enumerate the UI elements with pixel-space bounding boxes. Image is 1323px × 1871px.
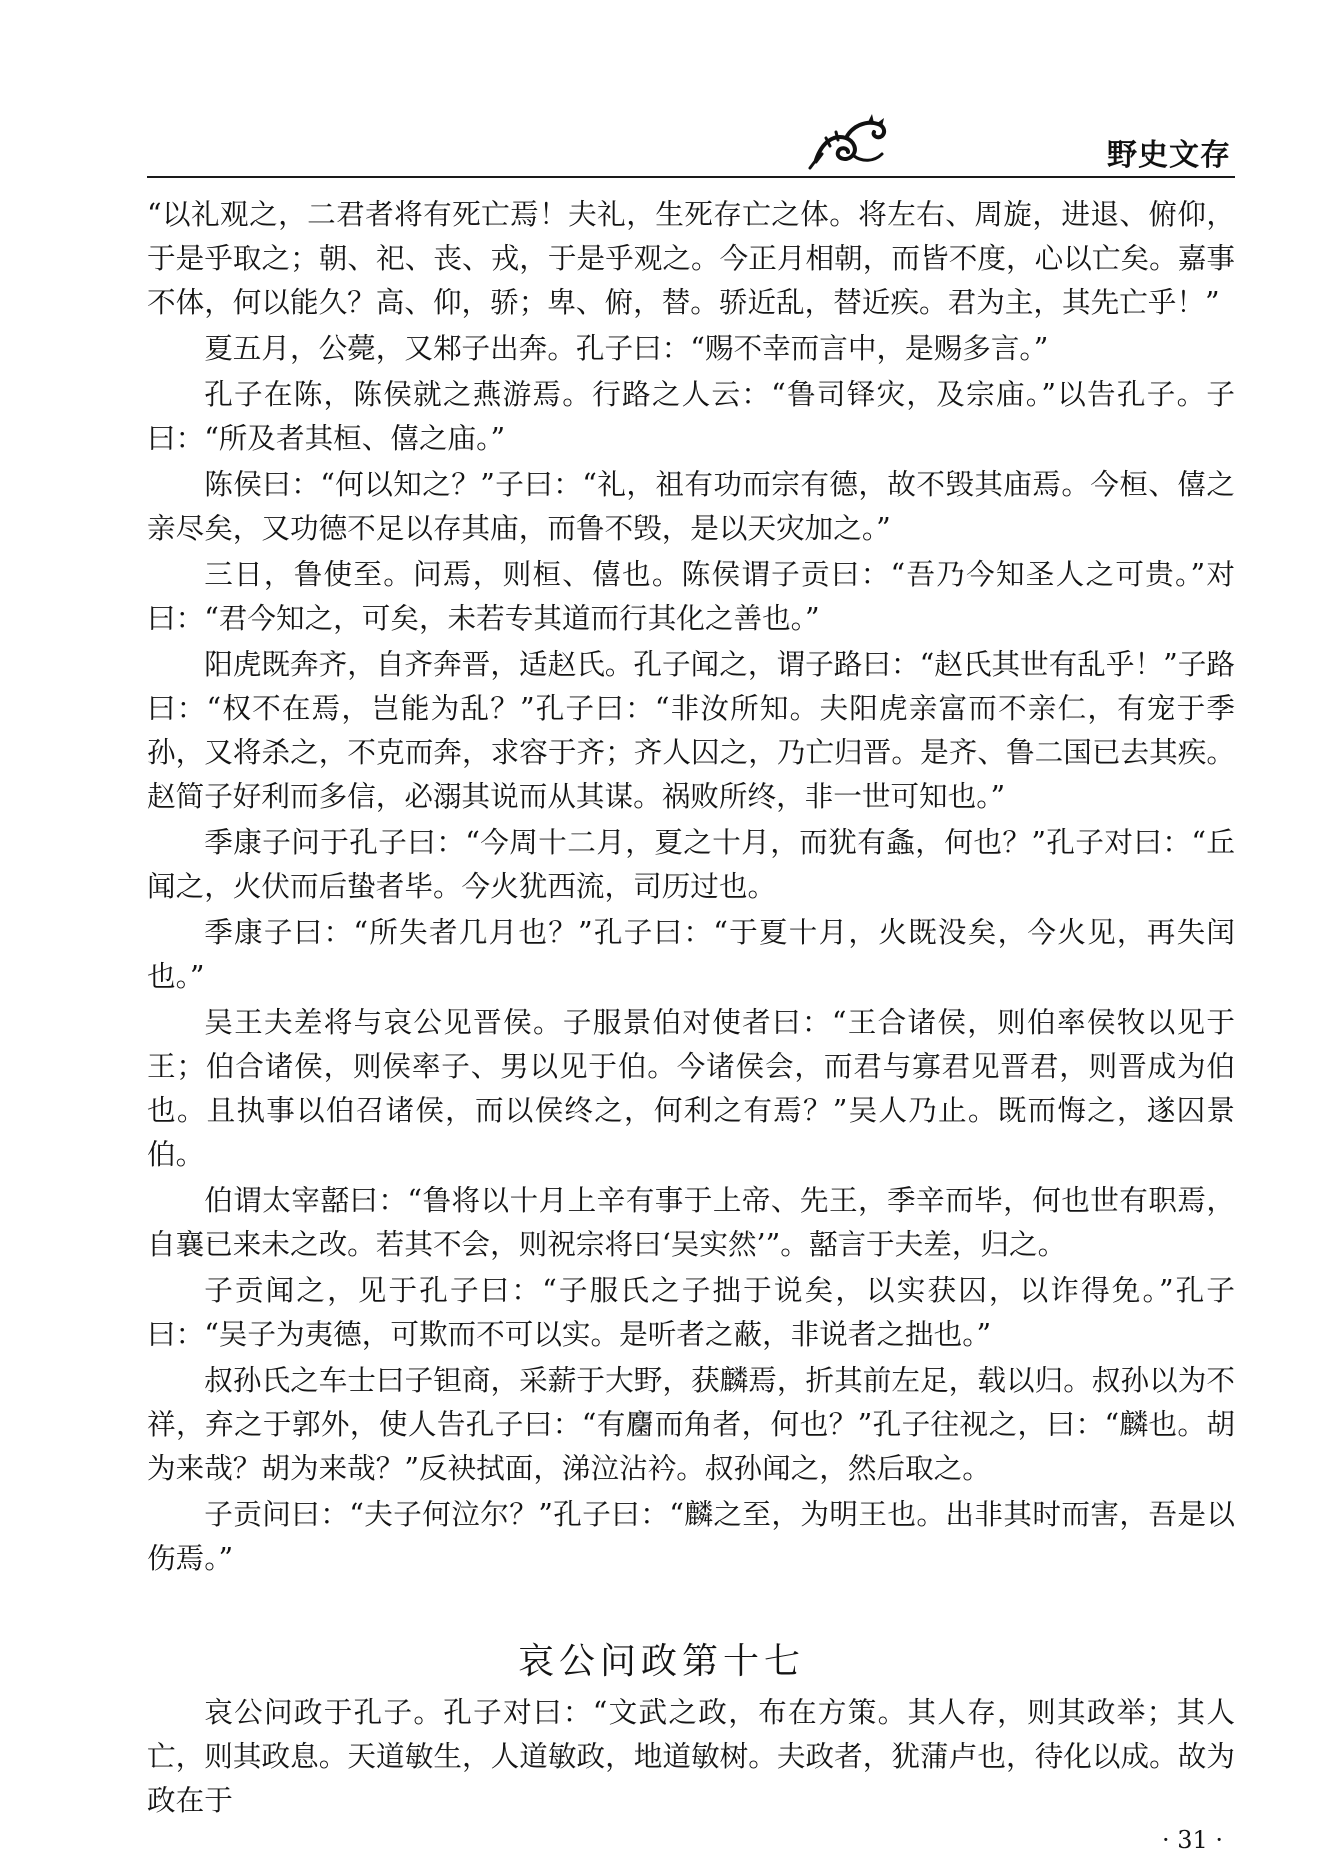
paragraph: 三日，鲁使至。问焉，则桓、僖也。陈侯谓子贡曰：“吾乃今知圣人之可贵。”对曰：“君今知之，可矣，未若专其道而行其化之善也。” xyxy=(147,557,1235,635)
running-header-title: 野史文存 xyxy=(1107,138,1231,173)
paragraph: 陈侯曰：“何以知之？”子曰：“礼，祖有功而宗有德，故不毁其庙焉。今桓、僖之亲尽矣，又功德不足以存其庙，而鲁不毁，是以天灾加之。” xyxy=(147,467,1235,545)
paragraph: 季康子曰：“所失者几月也？”孔子曰：“于夏十月，火既没矣，今火见，再失闰也。” xyxy=(147,915,1235,993)
paragraph: 阳虎既奔齐，自齐奔晋，适赵氏。孔子闻之，谓子路曰：“赵氏其世有乱乎！”子路曰：“权不在焉，岂能为乱？”孔子曰：“非汝所知。夫阳虎亲富而不亲仁，有宠于季孙，又将杀之，不克而奔，求容于齐；齐人囚之，乃亡归晋。是齐、鲁二国已去其疾。赵简子好利而多信，必溺其说而从其谋。祸败所终，非一世可知也。” xyxy=(147,647,1235,813)
dragon-emblem-icon xyxy=(808,112,890,172)
paragraph: 哀公问政于孔子。孔子对曰：“文武之政，布在方策。其人存，则其政举；其人亡，则其政息。天道敏生，人道敏政，地道敏树。夫政者，犹蒲卢也，待化以成。故为政在于 xyxy=(147,1695,1235,1817)
paragraph: 季康子问于孔子曰：“今周十二月，夏之十月，而犹有螽，何也？”孔子对曰：“丘闻之，火伏而后蛰者毕。今火犹西流，司历过也。 xyxy=(147,825,1235,903)
page-number: · 31 · xyxy=(1161,1826,1223,1854)
paragraph: “以礼观之，二君者将有死亡焉！夫礼，生死存亡之体。将左右、周旋，进退、俯仰，于是乎取之；朝、祀、丧、戎，于是乎观之。今正月相朝，而皆不度，心以亡矣。嘉事不体，何以能久？高、仰，骄；卑、俯，替。骄近乱，替近疾。君为主，其先亡乎！” xyxy=(147,197,1235,319)
paragraph: 夏五月，公薨，又邾子出奔。孔子曰：“赐不幸而言中，是赐多言。” xyxy=(204,331,1049,365)
paragraph: 孔子在陈，陈侯就之燕游焉。行路之人云：“鲁司铎灾，及宗庙。”以告孔子。子曰：“所及者其桓、僖之庙。” xyxy=(147,377,1235,455)
paragraph: 叔孙氏之车士曰子钽商，采薪于大野，获麟焉，折其前左足，载以归。叔孙以为不祥，弃之于郭外，使人告孔子曰：“有麕而角者，何也？”孔子往视之，曰：“麟也。胡为来哉？胡为来哉？”反袂拭面，涕泣沾衿。叔孙闻之，然后取之。 xyxy=(147,1363,1235,1485)
paragraph: 伯谓太宰嚭曰：“鲁将以十月上辛有事于上帝、先王，季辛而毕，何也世有职焉，自襄已来未之改。若其不会，则祝宗将曰‘吴实然’”。嚭言于夫差，归之。 xyxy=(147,1183,1235,1261)
paragraph: 子贡闻之，见于孔子曰：“子服氏之子拙于说矣，以实获囚，以诈得免。”孔子曰：“吴子为夷德，可欺而不可以实。是听者之蔽，非说者之拙也。” xyxy=(147,1273,1235,1351)
paragraph: 子贡问曰：“夫子何泣尔？”孔子曰：“麟之至，为明王也。出非其时而害，吾是以伤焉。” xyxy=(147,1497,1235,1575)
section-text xyxy=(147,1690,1235,1824)
header-divider xyxy=(147,176,1235,178)
paragraph: 吴王夫差将与哀公见晋侯。子服景伯对使者曰：“王合诸侯，则伯率侯牧以见于王；伯合诸侯，则侯率子、男以见于伯。今诸侯会，而君与寡君见晋君，则晋成为伯也。且执事以伯召诸侯，而以侯终之，何利之有焉？”吴人乃止。既而悔之，遂囚景伯。 xyxy=(147,1005,1235,1171)
main-text xyxy=(147,192,1235,1582)
section-heading: 哀公问政第十七 xyxy=(517,1640,805,1682)
